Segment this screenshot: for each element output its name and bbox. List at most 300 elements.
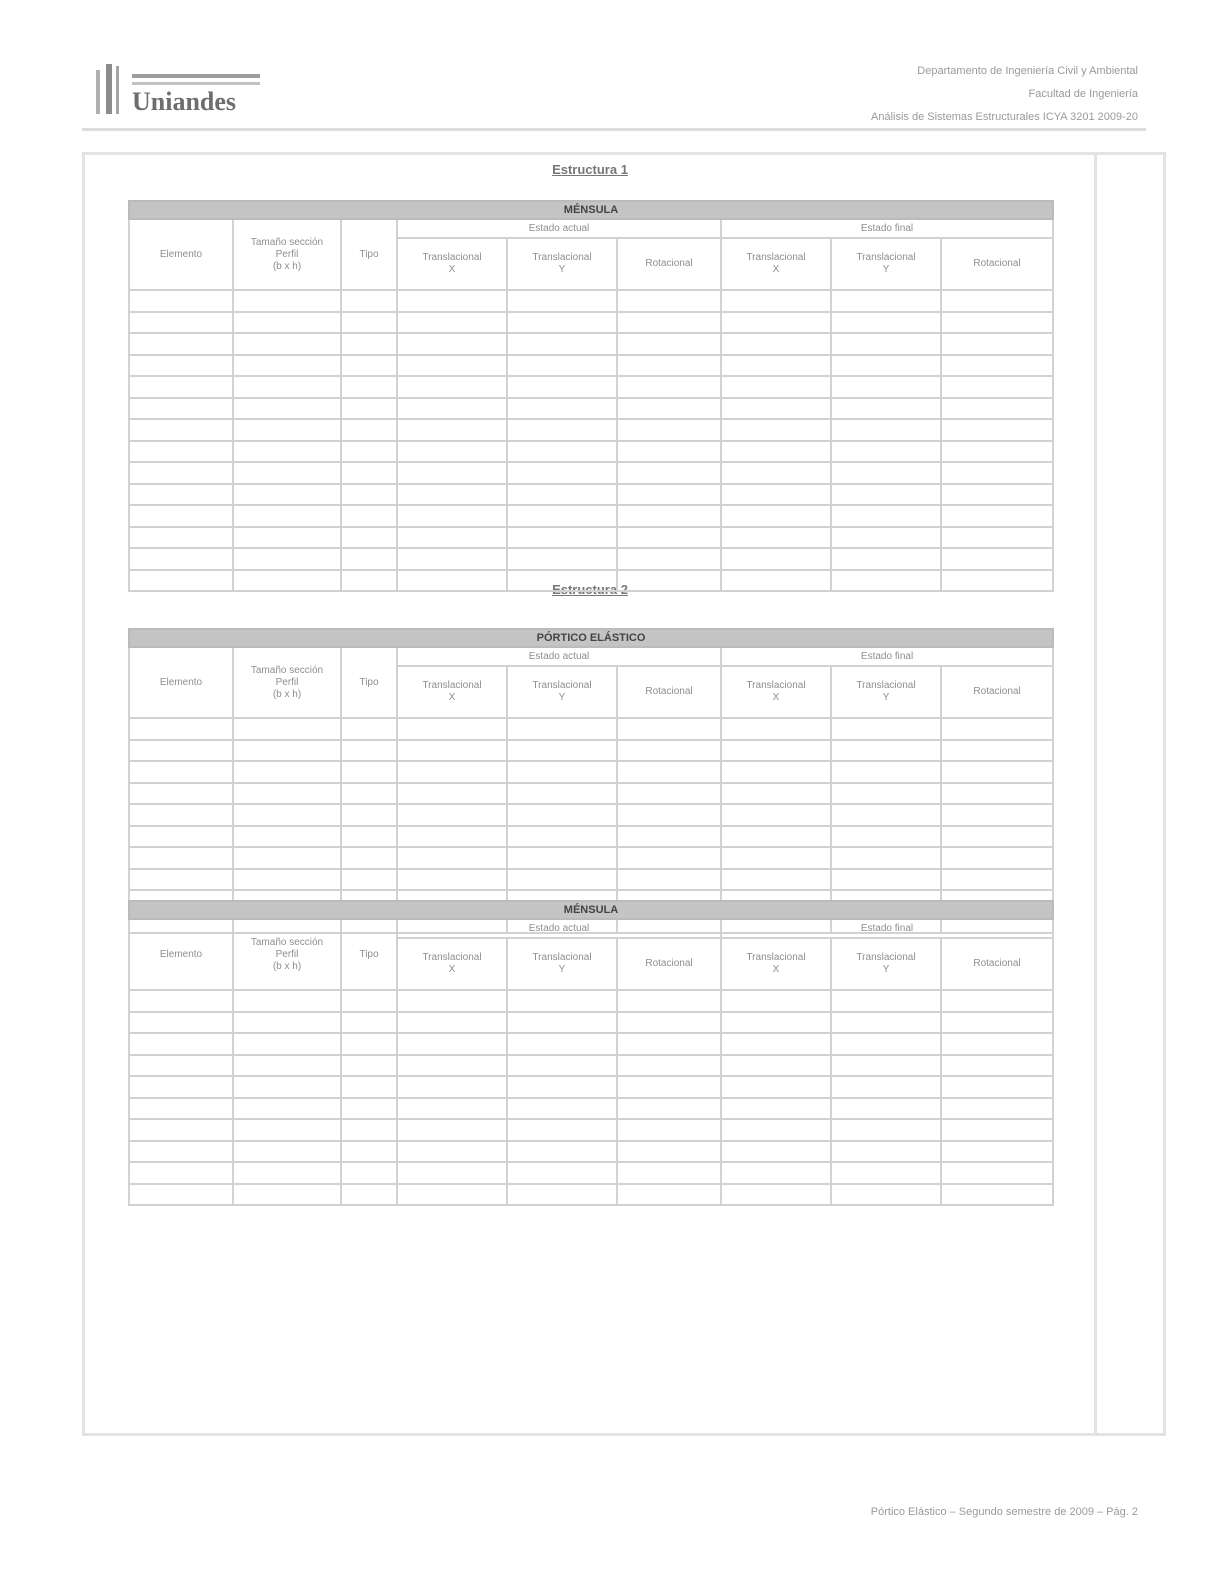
table-cell (507, 355, 617, 377)
table-cell (941, 376, 1053, 398)
table-cell (397, 355, 507, 377)
table-cell (721, 1184, 831, 1206)
table-cell (233, 355, 341, 377)
table-cell (831, 740, 941, 762)
table-cell (617, 1076, 721, 1098)
table-cell (129, 1033, 233, 1055)
table-cell (941, 718, 1053, 740)
table-cell (507, 718, 617, 740)
table-cell (617, 1119, 721, 1141)
col-header-translacional-y-line: Y (882, 692, 890, 703)
group-header-estado-final: Estado final (721, 919, 1053, 938)
table-row (129, 990, 1053, 1012)
page-footer: Pórtico Elástico – Segundo semestre de 2009 – Pág. 2 (870, 1506, 1138, 1518)
table-cell (397, 990, 507, 1012)
col-header-translacional-y-line: Y (558, 264, 566, 275)
col-header-tamano-seccion-line: Tamaño sección (250, 236, 324, 248)
group-header-estado-final: Estado final (721, 647, 1053, 666)
col-header-translacional-y-final (831, 938, 941, 990)
table-row (129, 1184, 1053, 1206)
table-cell (341, 527, 397, 549)
col-header-translacional-y-final (831, 666, 941, 718)
table-cell (831, 718, 941, 740)
table-cell (507, 312, 617, 334)
table-cell (507, 783, 617, 805)
table-cell (721, 740, 831, 762)
table-cell (233, 826, 341, 848)
table-cell (397, 290, 507, 312)
table-cell (129, 1076, 233, 1098)
table-cell (507, 548, 617, 570)
table-cell (721, 398, 831, 420)
table-cell (941, 1119, 1053, 1141)
table-cell (941, 290, 1053, 312)
table-cell (341, 847, 397, 869)
table-cell (941, 333, 1053, 355)
table-cell (721, 441, 831, 463)
table-cell (617, 1162, 721, 1184)
table-cell (233, 804, 341, 826)
table-cell (721, 869, 831, 891)
col-header-translacional-x-line: Translacional (422, 680, 482, 691)
table-cell (233, 312, 341, 334)
table-cell (397, 804, 507, 826)
table-cell (721, 1076, 831, 1098)
table-cell (233, 419, 341, 441)
table-cell (507, 290, 617, 312)
col-header-translacional-y-final (831, 238, 941, 290)
col-header-tipo: Tipo (341, 219, 397, 290)
table-cell (831, 1141, 941, 1163)
table-cell (617, 990, 721, 1012)
table-cell (721, 1055, 831, 1077)
university-logo (92, 62, 267, 118)
table-cell (397, 505, 507, 527)
table-cell (233, 1119, 341, 1141)
table-cell (507, 761, 617, 783)
col-header-elemento: Elemento (129, 647, 233, 718)
table-cell (341, 804, 397, 826)
table-cell (397, 1012, 507, 1034)
table-cell (129, 355, 233, 377)
col-header-rotacional-actual: Rotacional (617, 238, 721, 290)
table-cell (507, 484, 617, 506)
table-cell (617, 527, 721, 549)
frame-margin-divider (1094, 152, 1097, 1436)
table-cell (233, 847, 341, 869)
table-cell (941, 1141, 1053, 1163)
table-cell (233, 441, 341, 463)
table-cell (129, 804, 233, 826)
table-row (129, 398, 1053, 420)
table-cell (831, 505, 941, 527)
table-cell (341, 398, 397, 420)
col-header-translacional-x-final (721, 938, 831, 990)
col-header-tamano-seccion-line: Perfil (275, 676, 299, 688)
table-cell (721, 847, 831, 869)
table-cell (507, 441, 617, 463)
table-cell (507, 419, 617, 441)
table-cell (341, 1012, 397, 1034)
col-header-translacional-y-line: Y (882, 264, 890, 275)
table-row (129, 718, 1053, 740)
table-cell (341, 1033, 397, 1055)
table-cell (617, 441, 721, 463)
table-row (129, 1162, 1053, 1184)
table-cell (233, 290, 341, 312)
table-cell (341, 1141, 397, 1163)
table-cell (233, 1184, 341, 1206)
table-cell (617, 1012, 721, 1034)
table-cell (233, 548, 341, 570)
table-cell (129, 783, 233, 805)
table-cell (831, 783, 941, 805)
table-cell (721, 355, 831, 377)
structural-table (128, 900, 1054, 1206)
table-cell (507, 505, 617, 527)
table-cell (129, 990, 233, 1012)
table-cell (617, 376, 721, 398)
table-cell (617, 740, 721, 762)
table-cell (397, 398, 507, 420)
table-cell (941, 1012, 1053, 1034)
table-row (129, 376, 1053, 398)
table-cell (831, 441, 941, 463)
table-cell (397, 462, 507, 484)
table-cell (341, 1076, 397, 1098)
table-cell (831, 290, 941, 312)
col-header-translacional-x-line: X (448, 264, 456, 275)
table-cell (129, 462, 233, 484)
table-cell (721, 1098, 831, 1120)
table-cell (397, 333, 507, 355)
col-header-translacional-y-line: Y (882, 964, 890, 975)
table-row (129, 333, 1053, 355)
table-cell (721, 1012, 831, 1034)
table-cell (507, 1119, 617, 1141)
table-cell (397, 718, 507, 740)
table-cell (721, 419, 831, 441)
table-cell (941, 484, 1053, 506)
logo-mark-icon (92, 62, 267, 118)
table-cell (941, 847, 1053, 869)
table-cell (617, 847, 721, 869)
table-cell (233, 570, 341, 592)
table-cell (617, 718, 721, 740)
table-cell (721, 548, 831, 570)
col-header-translacional-y-line: Translacional (532, 252, 592, 263)
table-cell (341, 740, 397, 762)
table-cell (341, 419, 397, 441)
table-cell (507, 1184, 617, 1206)
table-cell (941, 1098, 1053, 1120)
table-cell (617, 398, 721, 420)
table-row (129, 441, 1053, 463)
table-cell (507, 1076, 617, 1098)
table-row (129, 570, 1053, 592)
header-line-course: Análisis de Sistemas Estructurales ICYA 3201 2009-20 (871, 111, 1138, 123)
table-cell (507, 527, 617, 549)
col-header-translacional-y-line: Translacional (856, 952, 916, 963)
table-cell (831, 1119, 941, 1141)
table-cell (341, 1055, 397, 1077)
table-row (129, 1033, 1053, 1055)
table-row (129, 505, 1053, 527)
table-cell (831, 847, 941, 869)
table-cell (721, 761, 831, 783)
table-cell (941, 990, 1053, 1012)
table-cell (341, 990, 397, 1012)
table-cell (941, 570, 1053, 592)
table-cell (129, 548, 233, 570)
table-estructura-1-mensula (128, 200, 1052, 592)
col-header-tamano-seccion-line: (b x h) (272, 688, 302, 700)
table-row (129, 761, 1053, 783)
col-header-translacional-y-actual (507, 666, 617, 718)
col-header-translacional-x-line: X (772, 964, 780, 975)
table-cell (129, 398, 233, 420)
table-title: MÉNSULA (129, 201, 1053, 219)
col-header-translacional-x-line: X (772, 692, 780, 703)
col-header-rotacional-final: Rotacional (941, 238, 1053, 290)
table-cell (617, 1098, 721, 1120)
table-cell (129, 484, 233, 506)
table-cell (233, 333, 341, 355)
table-cell (831, 1076, 941, 1098)
table-cell (941, 804, 1053, 826)
col-header-tamano-seccion-line: Tamaño sección (250, 664, 324, 676)
table-cell (129, 869, 233, 891)
col-header-tipo: Tipo (341, 647, 397, 718)
table-cell (341, 570, 397, 592)
table-cell (941, 312, 1053, 334)
table-cell (507, 333, 617, 355)
table-cell (617, 570, 721, 592)
table-cell (397, 1162, 507, 1184)
table-row (129, 355, 1053, 377)
col-header-tamano-seccion (233, 919, 341, 990)
table-cell (341, 441, 397, 463)
table-row (129, 484, 1053, 506)
table-cell (617, 1184, 721, 1206)
table-cell (341, 548, 397, 570)
group-header-estado-actual: Estado actual (397, 919, 721, 938)
table-cell (341, 1184, 397, 1206)
table-cell (129, 1162, 233, 1184)
table-cell (233, 398, 341, 420)
table-cell (831, 548, 941, 570)
table-cell (341, 761, 397, 783)
table-cell (831, 484, 941, 506)
table-cell (941, 462, 1053, 484)
table-cell (941, 548, 1053, 570)
col-header-translacional-y-line: Translacional (532, 680, 592, 691)
table-cell (233, 505, 341, 527)
table-cell (233, 527, 341, 549)
col-header-tamano-seccion (233, 647, 341, 718)
table-cell (831, 527, 941, 549)
table-cell (129, 740, 233, 762)
col-header-tamano-seccion-line: (b x h) (272, 260, 302, 272)
table-cell (617, 419, 721, 441)
col-header-translacional-y-actual (507, 238, 617, 290)
table-cell (617, 1055, 721, 1077)
table-cell (831, 570, 941, 592)
table-cell (341, 783, 397, 805)
table-row (129, 1076, 1053, 1098)
header-line-department: Departamento de Ingeniería Civil y Ambiental (917, 65, 1138, 77)
table-cell (397, 1076, 507, 1098)
table-cell (941, 826, 1053, 848)
table-cell (941, 783, 1053, 805)
table-cell (721, 1119, 831, 1141)
col-header-translacional-x-line: Translacional (746, 252, 806, 263)
table-cell (941, 505, 1053, 527)
table-row (129, 783, 1053, 805)
table-cell (721, 290, 831, 312)
col-header-translacional-y-actual (507, 938, 617, 990)
col-header-translacional-x-final (721, 238, 831, 290)
table-title: MÉNSULA (129, 901, 1053, 919)
table-cell (831, 1012, 941, 1034)
table-cell (507, 1141, 617, 1163)
table-cell (507, 398, 617, 420)
col-header-tamano-seccion-line: Perfil (275, 248, 299, 260)
col-header-elemento: Elemento (129, 219, 233, 290)
table-cell (397, 548, 507, 570)
logo-wordmark: Uniandes (132, 87, 237, 116)
table-row (129, 312, 1053, 334)
table-cell (617, 783, 721, 805)
table-cell (233, 462, 341, 484)
table-cell (831, 398, 941, 420)
table-cell (721, 505, 831, 527)
table-cell (233, 783, 341, 805)
table-cell (617, 804, 721, 826)
table-cell (397, 740, 507, 762)
table-cell (721, 718, 831, 740)
col-header-translacional-y-line: Translacional (856, 680, 916, 691)
table-cell (233, 1012, 341, 1034)
table-cell (129, 376, 233, 398)
table-cell (831, 1033, 941, 1055)
table-cell (341, 869, 397, 891)
table-cell (507, 376, 617, 398)
table-cell (397, 1098, 507, 1120)
table-cell (397, 783, 507, 805)
table-cell (721, 804, 831, 826)
table-cell (617, 462, 721, 484)
group-header-estado-actual: Estado actual (397, 219, 721, 238)
table-cell (341, 826, 397, 848)
header-line-faculty: Facultad de Ingeniería (1028, 88, 1138, 100)
table-cell (233, 1141, 341, 1163)
table-cell (397, 847, 507, 869)
col-header-translacional-y-line: Translacional (856, 252, 916, 263)
table-cell (233, 376, 341, 398)
col-header-elemento: Elemento (129, 919, 233, 990)
table-cell (341, 505, 397, 527)
table-cell (617, 869, 721, 891)
table-cell (721, 376, 831, 398)
col-header-translacional-x-line: X (772, 264, 780, 275)
table-cell (341, 376, 397, 398)
table-cell (341, 462, 397, 484)
table-cell (129, 527, 233, 549)
table-cell (233, 990, 341, 1012)
table-cell (341, 718, 397, 740)
table-cell (831, 761, 941, 783)
table-cell (721, 1141, 831, 1163)
table-cell (831, 355, 941, 377)
table-cell (721, 527, 831, 549)
table-row (129, 290, 1053, 312)
table-cell (129, 718, 233, 740)
table-cell (941, 1033, 1053, 1055)
table-cell (397, 1055, 507, 1077)
table-cell (129, 570, 233, 592)
table-estructura-2-portico (128, 628, 1052, 934)
table-cell (341, 290, 397, 312)
table-cell (397, 419, 507, 441)
table-row (129, 1141, 1053, 1163)
col-header-translacional-x-actual (397, 938, 507, 990)
table-cell (129, 505, 233, 527)
col-header-tipo: Tipo (341, 919, 397, 990)
table-cell (129, 290, 233, 312)
table-row (129, 1098, 1053, 1120)
table-cell (617, 290, 721, 312)
table-cell (129, 419, 233, 441)
table-cell (617, 312, 721, 334)
col-header-tamano-seccion (233, 219, 341, 290)
table-cell (831, 333, 941, 355)
structural-table (128, 628, 1054, 934)
table-cell (397, 484, 507, 506)
header-text (871, 60, 1138, 129)
table-row (129, 419, 1053, 441)
table-cell (617, 1141, 721, 1163)
table-cell (721, 826, 831, 848)
table-cell (233, 740, 341, 762)
table-cell (233, 1098, 341, 1120)
table-cell (129, 1184, 233, 1206)
col-header-translacional-y-line: Translacional (532, 952, 592, 963)
table-cell (233, 761, 341, 783)
col-header-translacional-y-line: Y (558, 692, 566, 703)
table-cell (233, 718, 341, 740)
table-row (129, 869, 1053, 891)
table-cell (507, 1055, 617, 1077)
col-header-translacional-y-line: Y (558, 964, 566, 975)
table-cell (397, 570, 507, 592)
table-cell (507, 847, 617, 869)
table-cell (397, 826, 507, 848)
table-cell (941, 1162, 1053, 1184)
table-title: PÓRTICO ELÁSTICO (129, 629, 1053, 647)
table-cell (831, 1162, 941, 1184)
col-header-translacional-x-line: Translacional (422, 952, 482, 963)
table-cell (831, 419, 941, 441)
table-cell (941, 869, 1053, 891)
table-cell (617, 505, 721, 527)
col-header-translacional-x-line: X (448, 692, 456, 703)
table-cell (721, 333, 831, 355)
table-cell (507, 1012, 617, 1034)
table-cell (129, 312, 233, 334)
table-cell (941, 1055, 1053, 1077)
table-cell (831, 1098, 941, 1120)
